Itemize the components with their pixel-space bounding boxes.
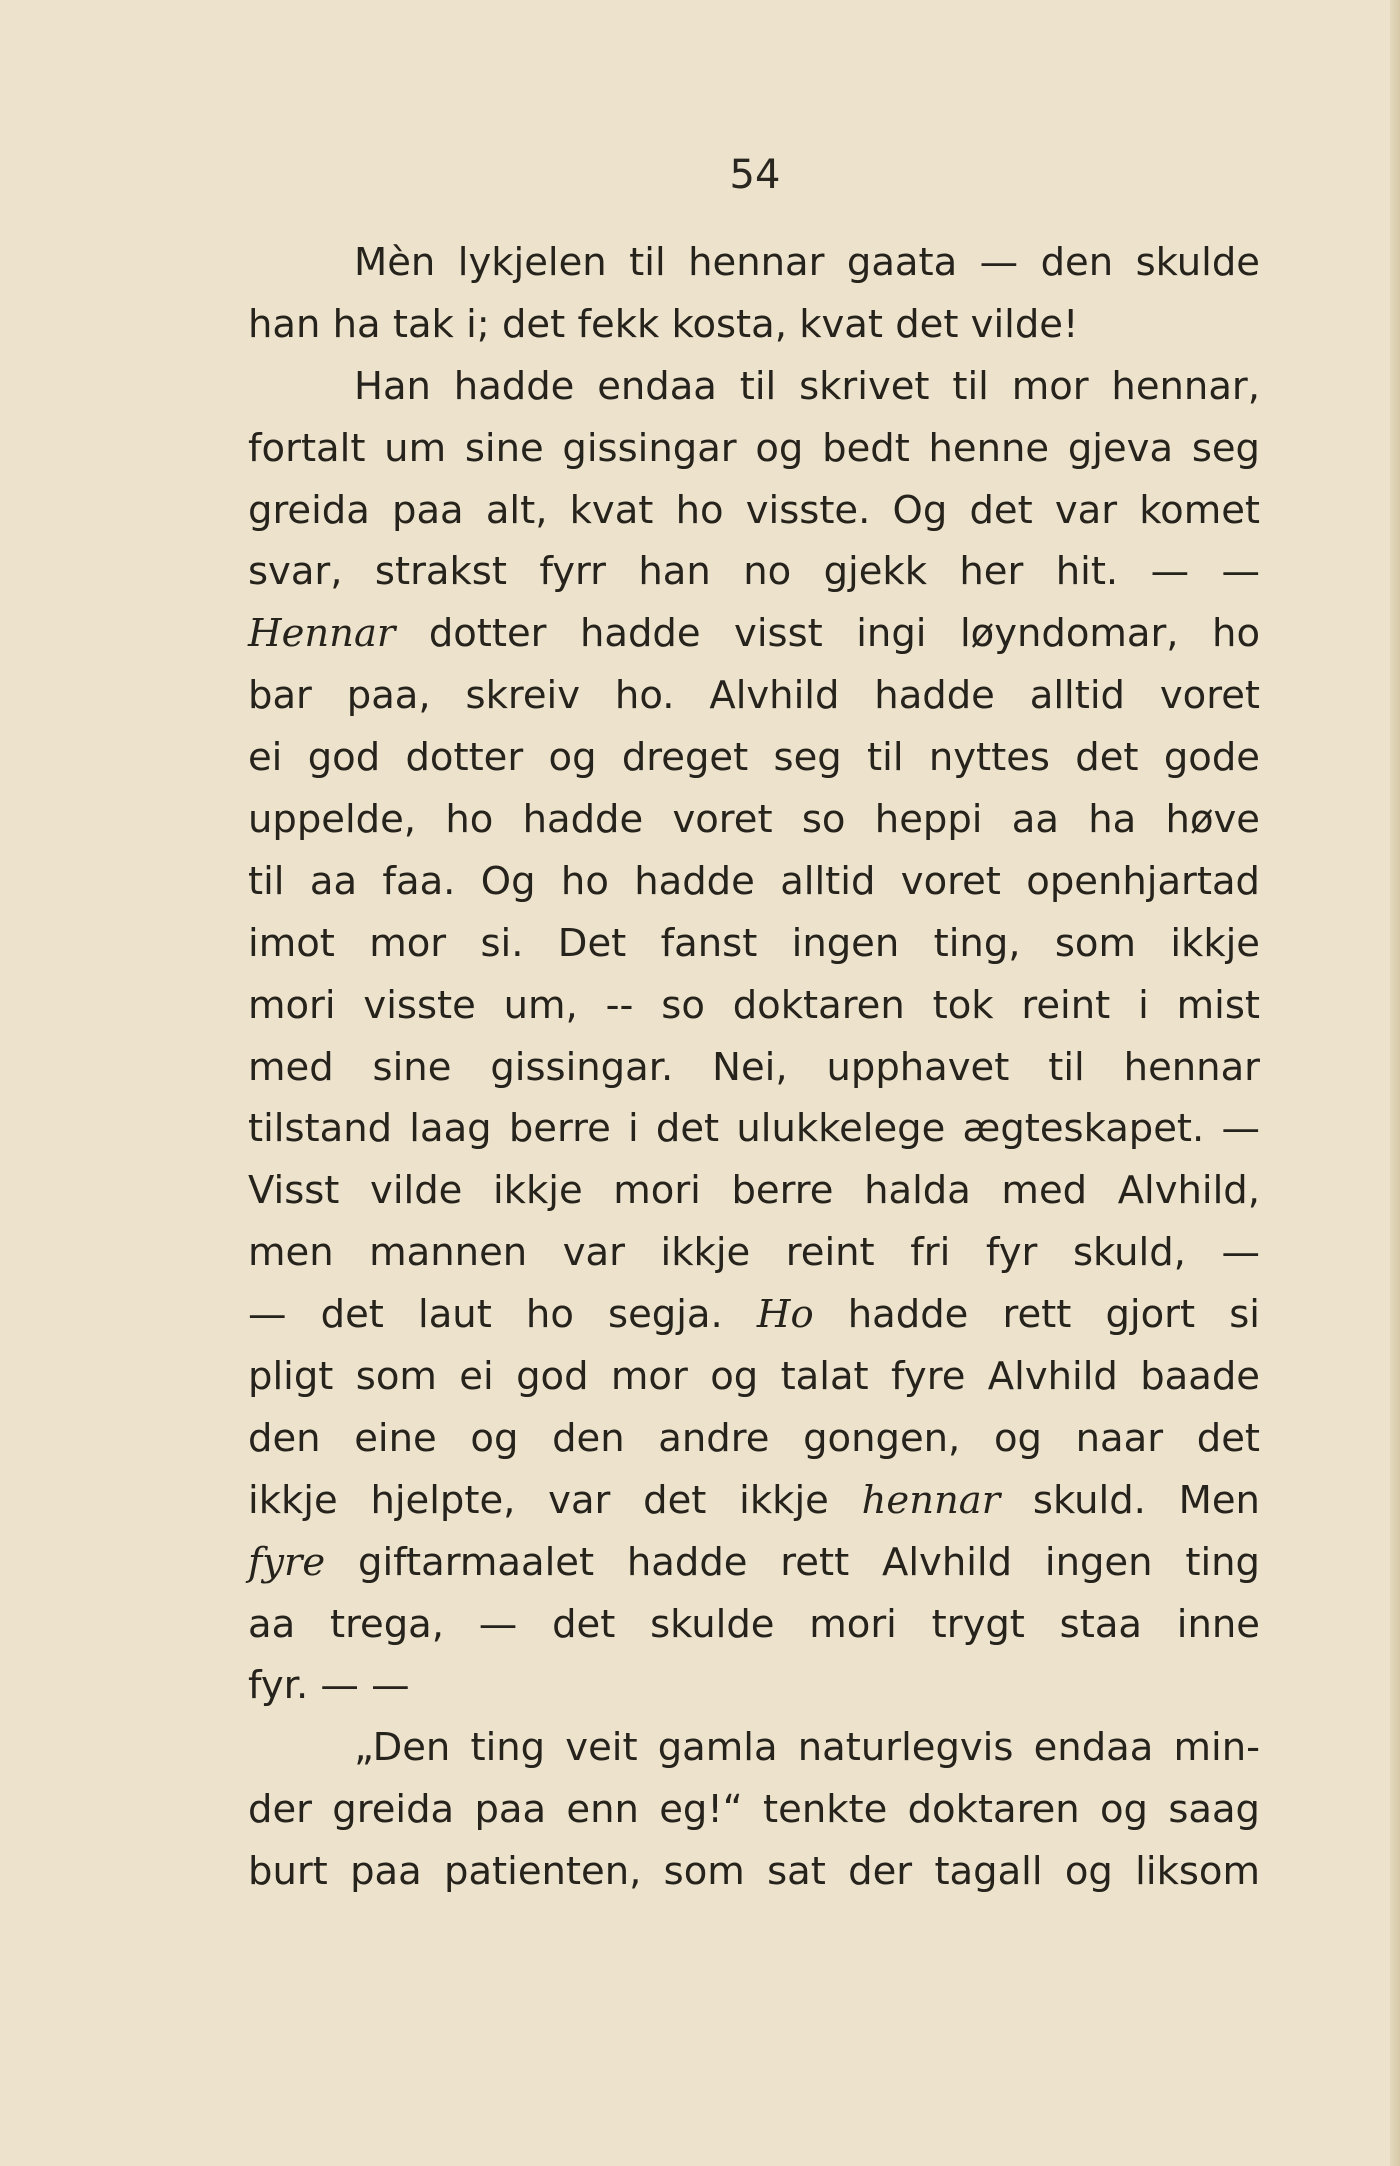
emphasis: Ho: [756, 1292, 814, 1338]
text-line: uppelde, ho hadde voret so heppi aa ha høve: [248, 797, 1260, 843]
text-line: [248, 1470, 1260, 1532]
text-line: [248, 603, 1260, 665]
text-line: fortalt um sine gissingar og bedt henne gjeva seg: [248, 425, 1260, 471]
page-edge: [1390, 0, 1400, 2166]
text-line-rest: hadde rett gjort si: [847, 1292, 1260, 1338]
text-line: der greida paa enn eg!“ tenkte doktaren og saag: [248, 1787, 1260, 1833]
text-line: tilstand laag berre i det ulukkelege ægteskapet. —: [248, 1106, 1260, 1152]
emphasis: Hennar: [248, 611, 396, 657]
text-line: [248, 1532, 1260, 1594]
text-line: men mannen var ikkje reint fri fyr skuld, —: [248, 1230, 1260, 1276]
text-line: Han hadde endaa til skrivet til mor hennar,: [354, 363, 1260, 409]
text-line-start: — det laut ho segja.: [248, 1292, 723, 1338]
page-number: 54: [729, 152, 781, 198]
text-line: til aa faa. Og ho hadde alltid voret openhjartad: [248, 858, 1260, 904]
text-line: svar, strakst fyrr han no gjekk her hit. — —: [248, 549, 1260, 595]
text-line: han ha tak i; det fekk kosta, kvat det vilde!: [248, 301, 1079, 347]
text-line-rest: giftarmaalet hadde rett Alvhild ingen ting: [358, 1539, 1260, 1585]
text-line: Mèn lykjelen til hennar gaata — den skulde: [354, 240, 1260, 285]
emphasis: fyre: [248, 1539, 326, 1585]
text-line: greida paa alt, kvat ho visste. Og det var komet: [248, 487, 1260, 533]
text-line-rest: dotter hadde visst ingi løyndomar, ho: [428, 611, 1260, 657]
text-line: pligt som ei god mor og talat fyre Alvhild baade: [248, 1354, 1260, 1400]
text-line-start: ikkje hjelpte, var det ikkje: [248, 1477, 829, 1523]
text-line: fyr. — —: [248, 1663, 410, 1709]
text-line: mori visste um, -- so doktaren tok reint i mist: [248, 982, 1260, 1028]
body-text: [248, 232, 1260, 1903]
emphasis: hennar: [861, 1477, 1001, 1523]
text-line: ei god dotter og dreget seg til nyttes det gode: [248, 735, 1260, 781]
text-line: „Den ting veit gamla naturlegvis endaa min-: [354, 1725, 1260, 1771]
text-line: Visst vilde ikkje mori berre halda med Alvhild,: [248, 1168, 1260, 1214]
text-line-rest: skuld. Men: [1032, 1477, 1260, 1523]
text-line: aa trega, — det skulde mori trygt staa inne: [248, 1601, 1260, 1647]
text-line: [248, 1284, 1260, 1346]
text-line: burt paa patienten, som sat der tagall og liksom: [248, 1849, 1260, 1895]
text-line: den eine og den andre gongen, og naar det: [248, 1415, 1260, 1461]
text-line: med sine gissingar. Nei, upphavet til hennar: [248, 1044, 1260, 1090]
text-line: imot mor si. Det fanst ingen ting, som ikkje: [248, 920, 1260, 966]
text-line: bar paa, skreiv ho. Alvhild hadde alltid voret: [248, 673, 1260, 719]
